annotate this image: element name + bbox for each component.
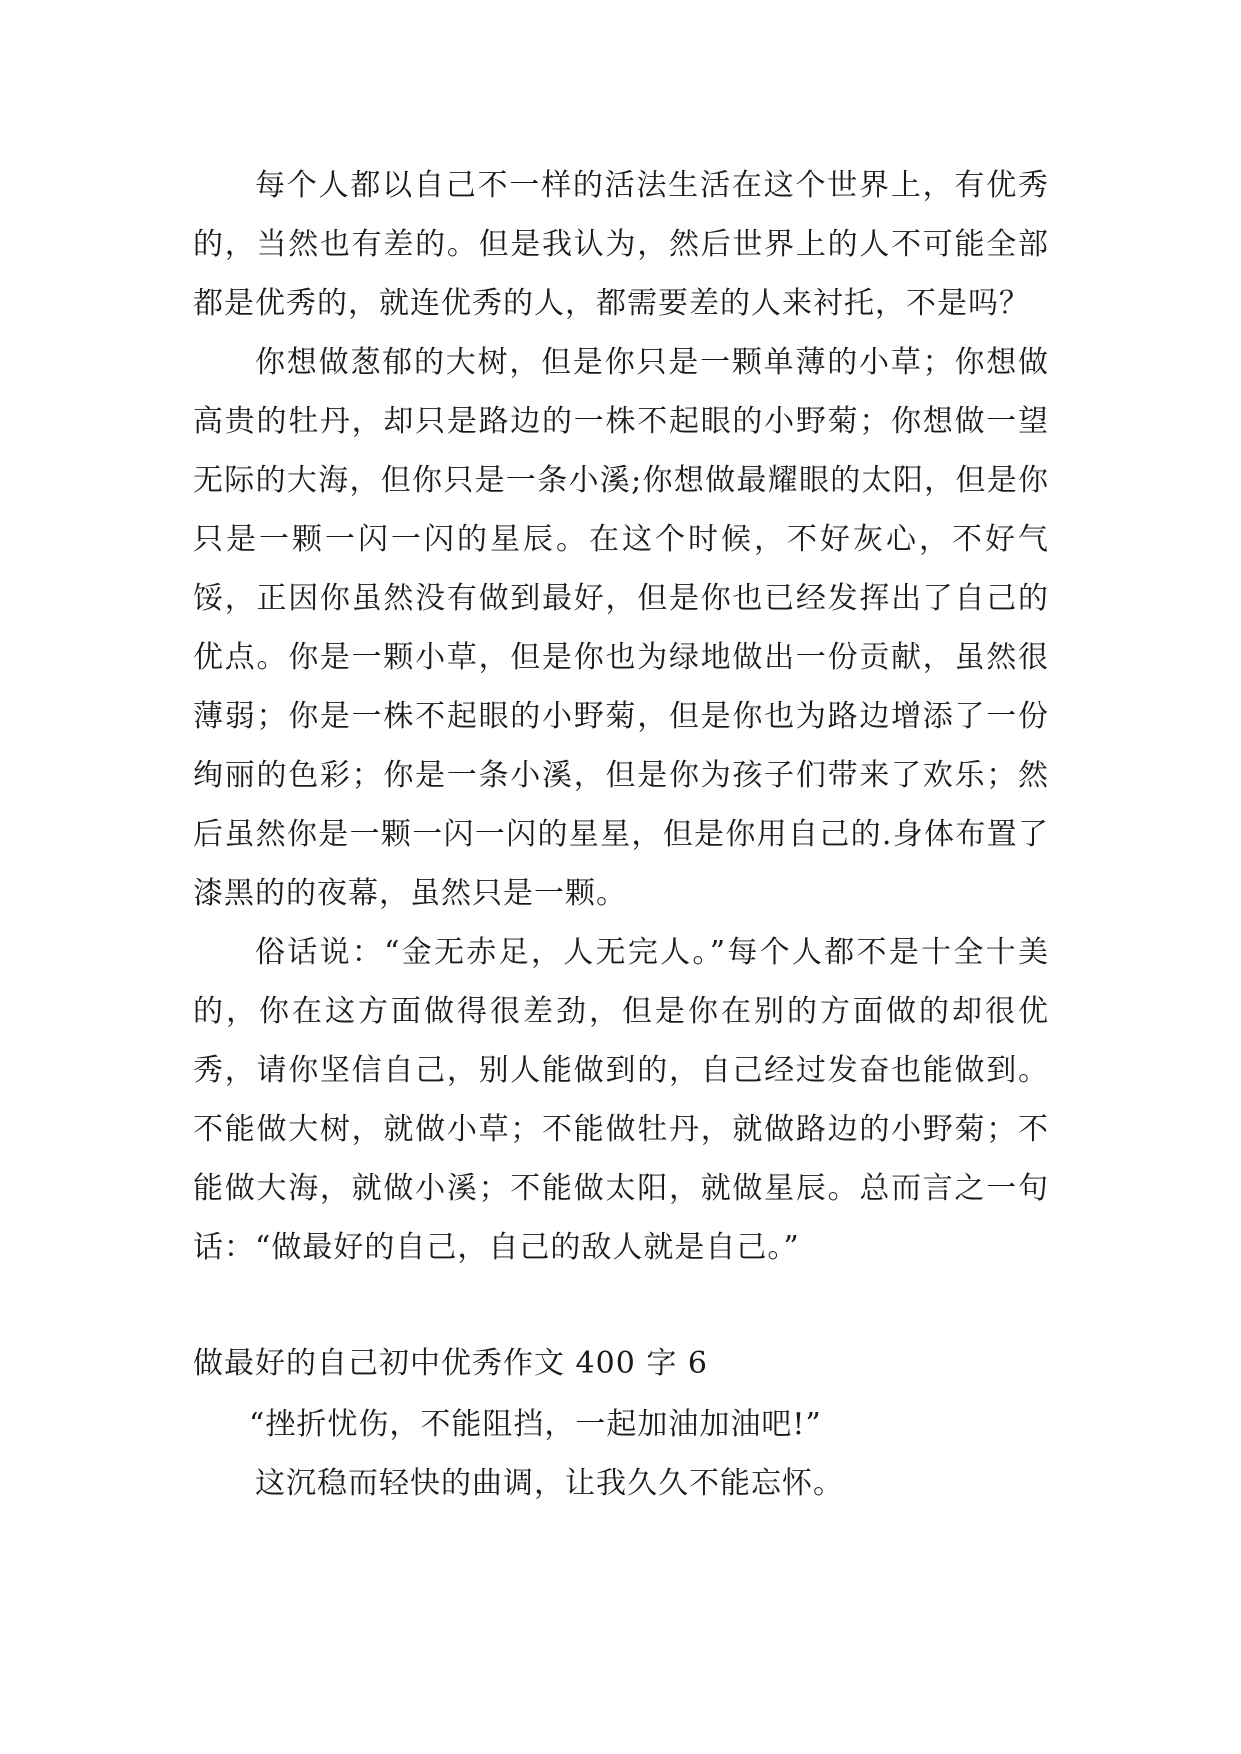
- section-gap: [193, 1277, 1049, 1333]
- document-body: [193, 156, 1049, 1513]
- paragraph-1: 每个人都以自己不一样的活法生活在这个世界上，有优秀的，当然也有差的。但是我认为，然后世界上的人不可能全部都是优秀的，就连优秀的人，都需要差的人来衬托，不是吗？: [193, 168, 1049, 321]
- paragraph-2: 你想做葱郁的大树，但是你只是一颗单薄的小草；你想做高贵的牡丹，却只是路边的一株不起眼的小野菊；你想做一望无际的大海，但你只是一条小溪;你想做最耀眼的太阳，但是你只是一颗一闪一闪的星辰。在这个时候，不好灰心，不好气馁，正因你虽然没有做到最好，但是你也已经发挥出了自己的优点。你是一颗小草，但是你也为绿地做出一份贡献，虽然很薄弱；你是一株不起眼的小野菊，但是你也为路边增添了一份绚丽的色彩；你是一条小溪，但是你为孩子们带来了欢乐；然后虽然你是一颗一闪一闪的星星，但是你用自己的.身体布置了漆黑的的夜幕，虽然只是一颗。: [193, 345, 1049, 911]
- quote-line: “挫折忧伤，不能阻挡，一起加油加油吧!”: [249, 1407, 822, 1442]
- section-heading: 做最好的自己初中优秀作文 400 字 6: [193, 1346, 708, 1381]
- paragraph-3: 俗话说：“金无赤足，人无完人。”每个人都不是十全十美的，你在这方面做得很差劲，但是你在别的方面做的却很优秀，请你坚信自己，别人能做到的，自己经过发奋也能做到。不能做大树，就做小草；不能做牡丹，就做路边的小野菊；不能做大海，就做小溪；不能做太阳，就做星辰。总而言之一句话：“做最好的自己，自己的敌人就是自己。”: [193, 935, 1049, 1265]
- closing-line: 这沉稳而轻快的曲调，让我久久不能忘怀。: [255, 1466, 844, 1501]
